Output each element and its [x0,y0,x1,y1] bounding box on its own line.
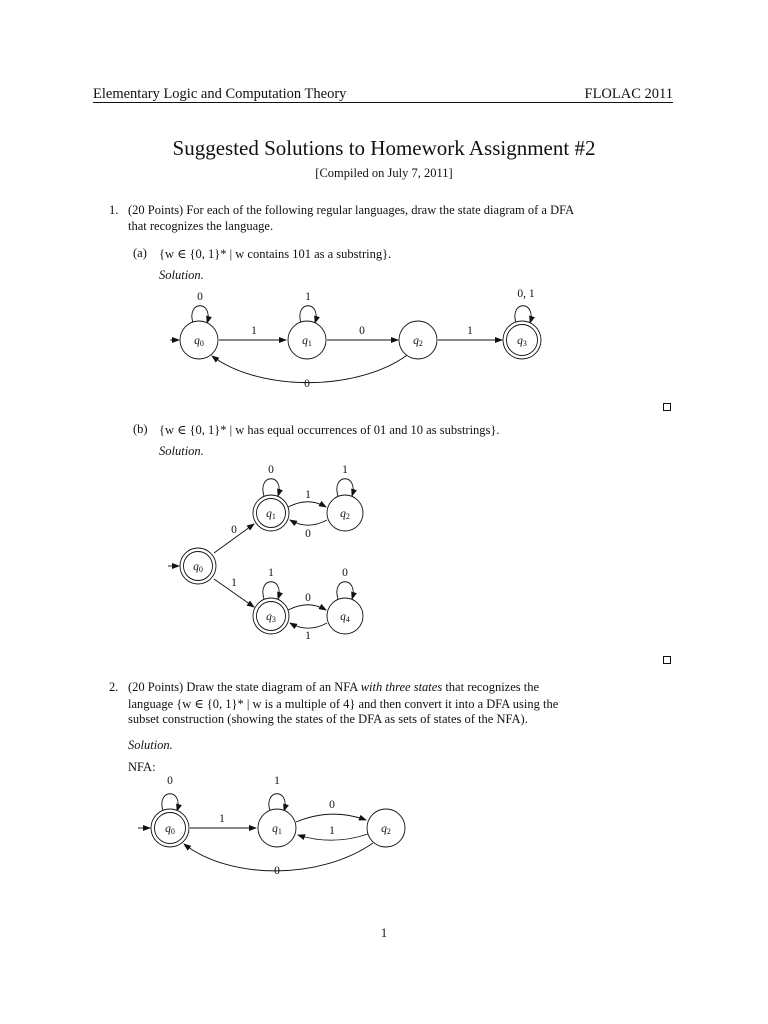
dfa-b-state-label-q0: q0 [193,561,203,574]
dfa-a-state-label-q0: q0 [194,335,204,348]
dfa-b-label-q2-q1: 0 [305,528,311,540]
problem-2-solution-label: Solution. [128,738,173,752]
dfa-b-loop-q2 [337,479,353,496]
dfa-b-label-q3-q4: 0 [305,592,311,604]
nfa-label: NFA: [128,760,156,774]
nfa-label-q0-q1: 1 [219,813,225,825]
dfa-a-label-loop-q1: 1 [305,291,311,303]
dfa-b-edge-q4-q3 [290,623,327,628]
dfa-b-loop-q3 [263,582,279,599]
dfa-b-label-q4-q3: 1 [305,630,311,642]
dfa-b-state-label-q1: q1 [266,508,276,521]
dfa-b-edge-q2-q1 [290,520,327,525]
nfa-label-q2-q1: 1 [329,825,335,837]
course-title: Elementary Logic and Computation Theory [93,86,347,102]
nfa-loop-q0 [162,794,178,811]
dfa-b-loop-q1 [263,479,279,496]
nfa-state-label-q1: q1 [272,823,282,836]
dfa-a-state-label-q2: q2 [413,335,423,348]
dfa-a-loop-q3 [515,306,531,323]
problem-2-text-line1: (20 Points) Draw the state diagram of an NFA with three states that recognizes the [128,680,540,694]
dfa-a-label-q1-q2: 0 [359,325,365,337]
dfa-b-label-q0-q3: 1 [231,577,237,589]
dfa-b-edge-q1-q2 [288,502,326,507]
nfa-label-q1-q2: 0 [329,799,335,811]
dfa-b-label-loop-q2: 1 [342,464,348,476]
dfa-b-label-q0-q1: 0 [231,524,237,536]
problem-1-text-line2: that recognizes the language. [128,219,274,233]
nfa-loop-q1 [269,794,285,811]
problem-1-number: 1. [109,203,119,217]
nfa-state-label-q0: q0 [165,823,175,836]
dfa-a-label-q2-q0: 0 [304,378,310,390]
nfa-state-label-q2: q2 [381,823,391,836]
problem-2-text-line2: language {w ∈ {0, 1}* | w is a multiple of 4} and then convert it into a DFA using the [128,697,559,711]
nfa-label-loop-q1: 1 [274,775,280,787]
dfa-a-state-label-q1: q1 [302,335,312,348]
part-b-solution-label: Solution. [159,444,204,458]
dfa-b-label-q1-q2: 1 [305,489,311,501]
dfa-b-label-loop-q1: 0 [268,464,274,476]
dfa-a-loop-q0 [192,306,208,323]
dfa-b-loop-q4 [337,582,353,599]
problem-2-number: 2. [109,680,119,694]
compiled-date: [Compiled on July 7, 2011] [315,166,453,180]
dfa-a-label-loop-q3: 0, 1 [517,288,535,300]
dfa-a-diagram [170,288,541,390]
dfa-b-label-loop-q3: 1 [268,567,274,579]
problem-2-text-line3: subset construction (showing the states of the DFA as sets of states of the NFA). [128,712,528,726]
dfa-b-state-label-q2: q2 [340,508,350,521]
part-a-language: {w ∈ {0, 1}* | w contains 101 as a substring}. [159,247,392,261]
dfa-a-state-label-q3: q3 [517,335,527,348]
part-a-label: (a) [133,246,147,260]
dfa-b-state-label-q3: q3 [266,611,276,624]
problem-1-text-line1: (20 Points) For each of the following regular languages, draw the state diagram of a DFA [128,203,575,217]
event-label: FLOLAC 2011 [584,86,673,102]
dfa-b-diagram [168,464,363,642]
nfa-diagram [138,775,405,877]
dfa-b-edge-q3-q4 [288,605,326,610]
page-title: Suggested Solutions to Homework Assignment #2 [172,136,596,160]
nfa-label-loop-q0: 0 [167,775,173,787]
part-a-solution-label: Solution. [159,268,204,282]
part-b-language: {w ∈ {0, 1}* | w has equal occurrences of 01 and 10 as substrings}. [159,423,500,437]
page-number: 1 [380,926,388,940]
dfa-a-label-loop-q0: 0 [197,291,203,303]
dfa-b-label-loop-q4: 0 [342,567,348,579]
nfa-label-q2-q0: 0 [274,865,280,877]
dfa-b-state-label-q4: q4 [340,611,350,624]
dfa-a-loop-q1 [300,306,316,323]
dfa-a-label-q0-q1: 1 [251,325,257,337]
dfa-a-label-q2-q3: 1 [467,325,473,337]
nfa-edge-q1-q2 [296,814,366,822]
part-b-label: (b) [133,422,148,436]
